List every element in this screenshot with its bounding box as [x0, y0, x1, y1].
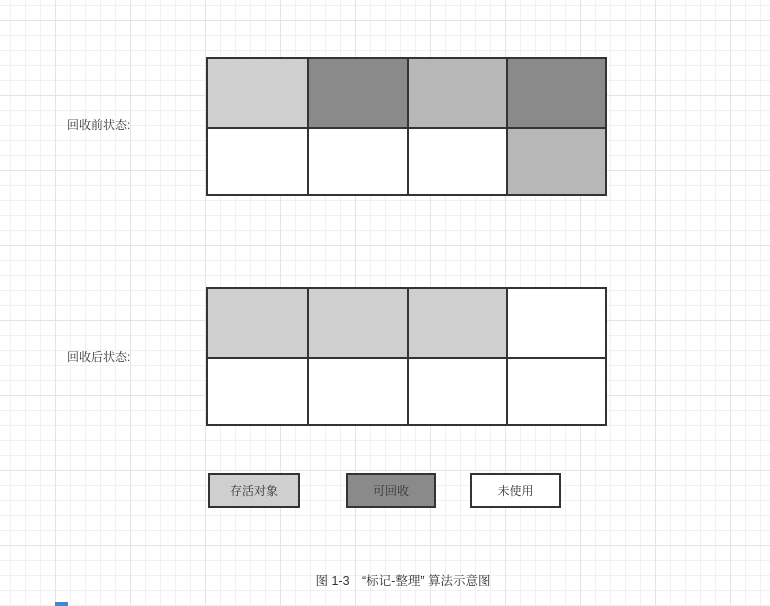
- memory-cell: [307, 59, 406, 127]
- memory-cell: [407, 357, 506, 425]
- memory-cell: [307, 127, 406, 195]
- memory-cell: [506, 59, 605, 127]
- legend-recyclable: [346, 473, 436, 508]
- memory-cell: [407, 289, 506, 357]
- memory-cell: [307, 289, 406, 357]
- after-memory-grid: [206, 287, 607, 426]
- clipped-blue-element: [55, 602, 68, 606]
- memory-cell: [208, 127, 307, 195]
- figure-caption: 图 1-3 “标记-整理” 算法示意图: [315, 574, 491, 588]
- before-state-label: 回收前状态:: [67, 118, 131, 132]
- legend-recyclable-label: 可回收: [372, 484, 409, 498]
- memory-cell: [506, 127, 605, 195]
- after-state-label: 回收后状态:: [67, 350, 131, 364]
- legend-survivor-label: 存活对象: [229, 484, 278, 498]
- memory-cell: [208, 59, 307, 127]
- legend-unused-label: 未使用: [497, 484, 534, 498]
- memory-cell: [307, 357, 406, 425]
- memory-cell: [208, 357, 307, 425]
- memory-cell: [506, 289, 605, 357]
- memory-cell: [506, 357, 605, 425]
- memory-cell: [208, 289, 307, 357]
- legend-unused: [470, 473, 561, 508]
- memory-cell: [407, 59, 506, 127]
- memory-cell: [407, 127, 506, 195]
- legend-survivor-object: [208, 473, 300, 508]
- before-memory-grid: [206, 57, 607, 196]
